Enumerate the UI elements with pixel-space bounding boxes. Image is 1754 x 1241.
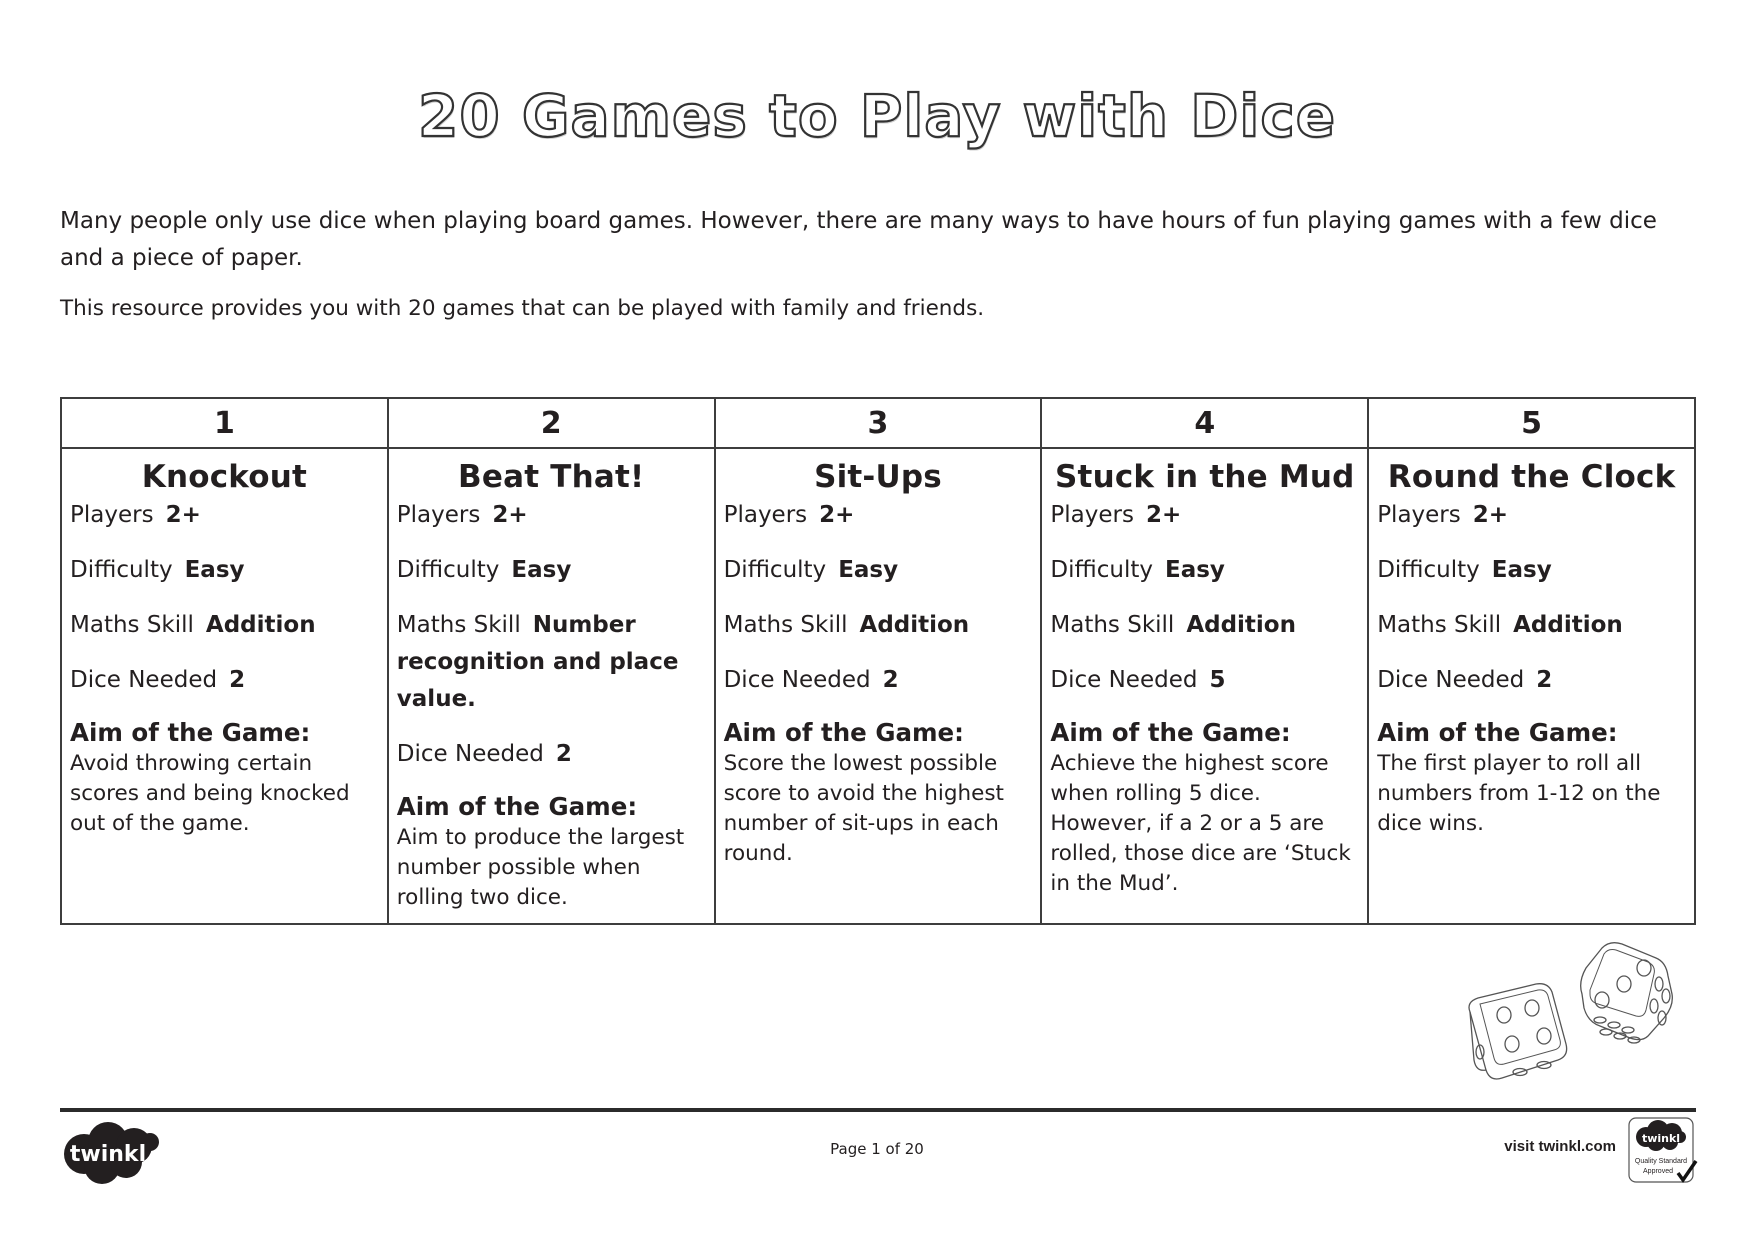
game-card-stuck-in-the-mud bbox=[1041, 448, 1368, 924]
game-name: Sit-Ups bbox=[814, 459, 942, 495]
difficulty-row bbox=[397, 552, 706, 589]
dice-needed-row bbox=[397, 736, 706, 773]
game-card-knockout bbox=[61, 448, 388, 924]
maths-skill-label: Maths Skill bbox=[1377, 612, 1502, 638]
footer-divider bbox=[60, 1108, 1696, 1112]
difficulty-label: Difficulty bbox=[723, 557, 827, 583]
intro-paragraph: Many people only use dice when playing board games. However, there are many ways to have hours of fun playing games with a few dice and a piece of paper. bbox=[60, 208, 1657, 271]
dice-needed-value: 5 bbox=[1209, 667, 1226, 693]
players-row bbox=[1377, 497, 1686, 534]
maths-skill-value: Addition bbox=[1513, 612, 1623, 638]
players-label: Players bbox=[1377, 502, 1461, 528]
dice-needed-row bbox=[70, 662, 379, 699]
difficulty-row bbox=[724, 552, 1033, 589]
dice-needed-label: Dice Needed bbox=[723, 667, 871, 693]
dice-needed-value: 2 bbox=[229, 667, 246, 693]
page-title: 20 Games to Play with Dice bbox=[417, 82, 1337, 150]
maths-skill-value: Addition bbox=[205, 612, 316, 638]
game-card-round-the-clock bbox=[1368, 448, 1695, 924]
aim-text: Achieve the highest score when rolling 5 dice. However, if a 2 or a 5 are rolled, those dice are ‘Stuck in the Mud’. bbox=[1050, 751, 1351, 896]
dice-needed-value: 2 bbox=[1536, 667, 1553, 693]
aim-text: The first player to roll all numbers from 1-12 on the dice wins. bbox=[1377, 751, 1661, 836]
aim-text: Score the lowest possible score to avoid the highest number of sit-ups in each round. bbox=[723, 751, 1004, 866]
intro-paragraph-2: This resource provides you with 20 games that can be played with family and friends. bbox=[60, 296, 985, 321]
players-label: Players bbox=[1050, 502, 1134, 528]
aim-heading: Aim of the Game: bbox=[396, 792, 638, 821]
games-detail-row bbox=[61, 448, 1695, 924]
players-label: Players bbox=[723, 502, 808, 528]
maths-skill-row bbox=[1377, 607, 1686, 644]
maths-skill-label: Maths Skill bbox=[70, 612, 194, 638]
maths-skill-label: Maths Skill bbox=[723, 612, 848, 638]
game-card-sit-ups bbox=[715, 448, 1042, 924]
maths-skill-value: Addition bbox=[859, 612, 970, 638]
players-label: Players bbox=[70, 502, 154, 528]
aim-heading: Aim of the Game: bbox=[1377, 718, 1618, 747]
players-value: 2+ bbox=[492, 502, 528, 528]
difficulty-row bbox=[1377, 552, 1686, 589]
difficulty-label: Difficulty bbox=[1050, 557, 1153, 583]
maths-skill-label: Maths Skill bbox=[1050, 612, 1175, 638]
badge-logo-text: twinkl bbox=[1641, 1132, 1681, 1145]
game-card-beat-that bbox=[388, 448, 715, 924]
games-table bbox=[60, 397, 1696, 925]
badge-line-2: Approved bbox=[1643, 1168, 1673, 1175]
game-number: 5 bbox=[1368, 398, 1695, 448]
maths-skill-row bbox=[1050, 607, 1359, 644]
game-number: 1 bbox=[61, 398, 388, 448]
players-row bbox=[70, 497, 379, 534]
dice-needed-label: Dice Needed bbox=[1377, 667, 1525, 693]
players-label: Players bbox=[396, 502, 481, 528]
players-value: 2+ bbox=[1472, 502, 1509, 528]
game-name: Knockout bbox=[141, 459, 308, 495]
maths-skill-value: Number recognition and place value. bbox=[396, 612, 679, 712]
maths-skill-value: Addition bbox=[1186, 612, 1296, 638]
difficulty-value: Easy bbox=[1491, 557, 1552, 583]
aim-text: Avoid throwing certain scores and being knocked out of the game. bbox=[70, 751, 350, 836]
difficulty-label: Difficulty bbox=[396, 557, 500, 583]
difficulty-row bbox=[70, 552, 379, 589]
game-name: Stuck in the Mud bbox=[1055, 459, 1355, 495]
players-row bbox=[724, 497, 1033, 534]
quality-standard-badge-icon bbox=[1628, 1117, 1698, 1185]
difficulty-label: Difficulty bbox=[70, 557, 173, 583]
badge-line-1: Quality Standard bbox=[1634, 1158, 1688, 1165]
dice-needed-row bbox=[1050, 662, 1359, 699]
difficulty-value: Easy bbox=[838, 557, 899, 583]
maths-skill-label: Maths Skill bbox=[396, 612, 521, 638]
difficulty-row bbox=[1050, 552, 1359, 589]
game-name: Beat That! bbox=[458, 459, 645, 495]
game-number: 2 bbox=[388, 398, 715, 448]
aim-heading: Aim of the Game: bbox=[723, 718, 964, 747]
game-name: Round the Clock bbox=[1387, 459, 1676, 495]
players-value: 2+ bbox=[165, 502, 201, 528]
dice-needed-value: 2 bbox=[882, 667, 899, 693]
aim-heading: Aim of the Game: bbox=[70, 718, 311, 747]
maths-skill-row bbox=[70, 607, 379, 644]
players-row bbox=[1050, 497, 1359, 534]
two-dice-icon bbox=[1452, 932, 1680, 1094]
difficulty-value: Easy bbox=[1164, 557, 1225, 583]
logo-text: twinkl bbox=[69, 1142, 147, 1167]
players-value: 2+ bbox=[1145, 502, 1182, 528]
dice-needed-row bbox=[724, 662, 1033, 699]
maths-skill-row bbox=[724, 607, 1033, 644]
players-value: 2+ bbox=[819, 502, 855, 528]
players-row bbox=[397, 497, 706, 534]
difficulty-value: Easy bbox=[511, 557, 572, 583]
dice-needed-row bbox=[1377, 662, 1686, 699]
dice-needed-value: 2 bbox=[555, 741, 572, 767]
games-header-row bbox=[61, 398, 1695, 448]
game-number: 3 bbox=[715, 398, 1042, 448]
aim-text: Aim to produce the largest number possible when rolling two dice. bbox=[396, 825, 685, 910]
maths-skill-row bbox=[397, 607, 706, 718]
game-number: 4 bbox=[1041, 398, 1368, 448]
dice-needed-label: Dice Needed bbox=[70, 667, 218, 693]
aim-heading: Aim of the Game: bbox=[1050, 718, 1291, 747]
visit-twinkl-link[interactable]: visit twinkl.com bbox=[1504, 1138, 1616, 1155]
difficulty-value: Easy bbox=[184, 557, 245, 583]
page-number: Page 1 of 20 bbox=[830, 1140, 924, 1158]
dice-needed-label: Dice Needed bbox=[1050, 667, 1198, 693]
dice-needed-label: Dice Needed bbox=[396, 741, 544, 767]
difficulty-label: Difficulty bbox=[1377, 557, 1480, 583]
